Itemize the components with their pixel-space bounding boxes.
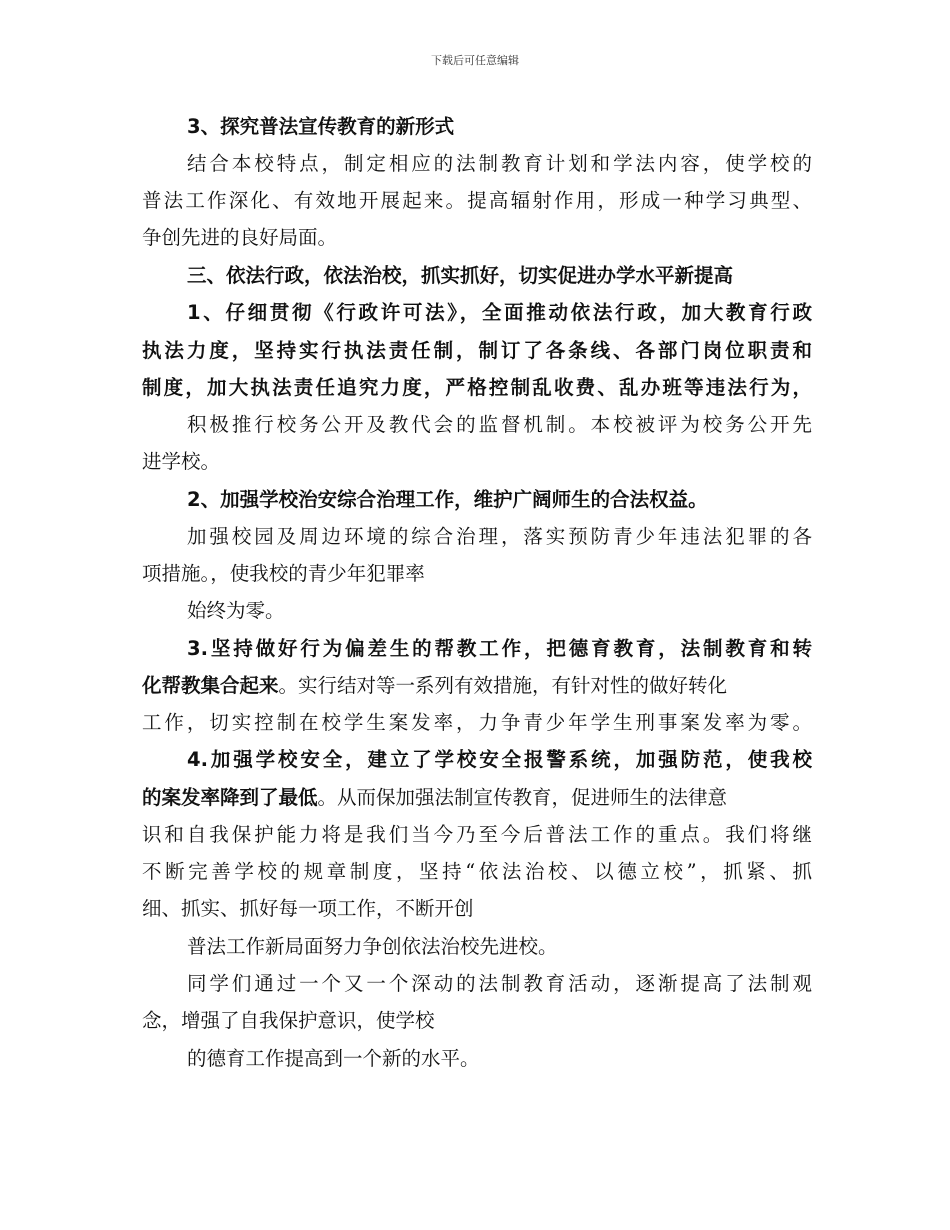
paragraph-line: 始终为零。 — [187, 599, 285, 622]
paragraph-line: 工作，切实控制在校学生案发率，力争青少年学生刑事案发率为零。 — [142, 711, 812, 734]
paragraph-line: 进学校。 — [142, 450, 221, 473]
paragraph-line: 结合本校特点，制定相应的法制教育计划和学法内容，使学校的 — [187, 152, 812, 175]
normal-span: 。实行结对等一系列有效措施，有针对性的做好转化 — [278, 674, 728, 697]
bold-line: 制度，加大执法责任追究力度，严格控制乱收费、乱办班等违法行为， — [142, 376, 812, 399]
paragraph-line: 争创先进的良好局面。 — [142, 226, 338, 249]
bold-span: 化帮教集合起来 — [142, 674, 279, 697]
normal-span: 。从而保加强法制宣传教育，促进师生的法律意 — [317, 786, 728, 809]
paragraph-line: 同学们通过一个又一个深动的法制教育活动，逐渐提高了法制观 — [187, 972, 812, 995]
bold-line: 1、仔细贯彻《行政许可法》，全面推动依法行政，加大教育行政 — [187, 301, 812, 324]
bold-line: 4.加强学校安全，建立了学校安全报警系统，加强防范，使我校 — [187, 748, 812, 771]
paragraph-line: 项措施。，使我校的青少年犯罪率 — [142, 562, 425, 585]
paragraph-line: 普法工作新局面努力争创依法治校先进校。 — [187, 935, 558, 958]
section-heading: 三、依法行政，依法治校，抓实抓好，切实促进办学水平新提高 — [187, 264, 734, 287]
paragraph-line: 积极推行校务公开及教代会的监督机制。本校被评为校务公开先 — [187, 413, 812, 436]
bold-span: 的案发率降到了最低 — [142, 786, 318, 809]
heading-line: 3、探究普法宣传教育的新形式 — [187, 115, 455, 138]
page-header: 下载后可任意编辑 — [431, 54, 519, 67]
paragraph-line: 的德育工作提高到一个新的水平。 — [187, 1047, 480, 1070]
paragraph-line: 普法工作深化、有效地开展起来。提高辐射作用，形成一种学习典型、 — [142, 189, 812, 212]
paragraph-line: 念，增强了自我保护意识，使学校 — [142, 1009, 435, 1032]
mixed-line — [142, 779, 727, 816]
paragraph-line: 加强校园及周边环境的综合治理，落实预防青少年违法犯罪的各 — [187, 525, 812, 548]
paragraph-line: 识和自我保护能力将是我们当今乃至今后普法工作的重点。我们将继 — [142, 823, 812, 846]
mixed-line — [142, 667, 727, 704]
paragraph-line: 细、抓实、抓好每一项工作，不断开创 — [142, 897, 474, 920]
bold-line: 3.坚持做好行为偏差生的帮教工作，把德育教育，法制教育和转 — [187, 637, 812, 660]
paragraph-line: 不断完善学校的规章制度，坚持“依法治校、以德立校”，抓紧、抓 — [142, 860, 812, 883]
heading-line: 2、加强学校治安综合治理工作，维护广阔师生的合法权益。 — [187, 488, 708, 511]
bold-line: 执法力度，坚持实行执法责任制，制订了各条线、各部门岗位职责和 — [142, 339, 812, 362]
